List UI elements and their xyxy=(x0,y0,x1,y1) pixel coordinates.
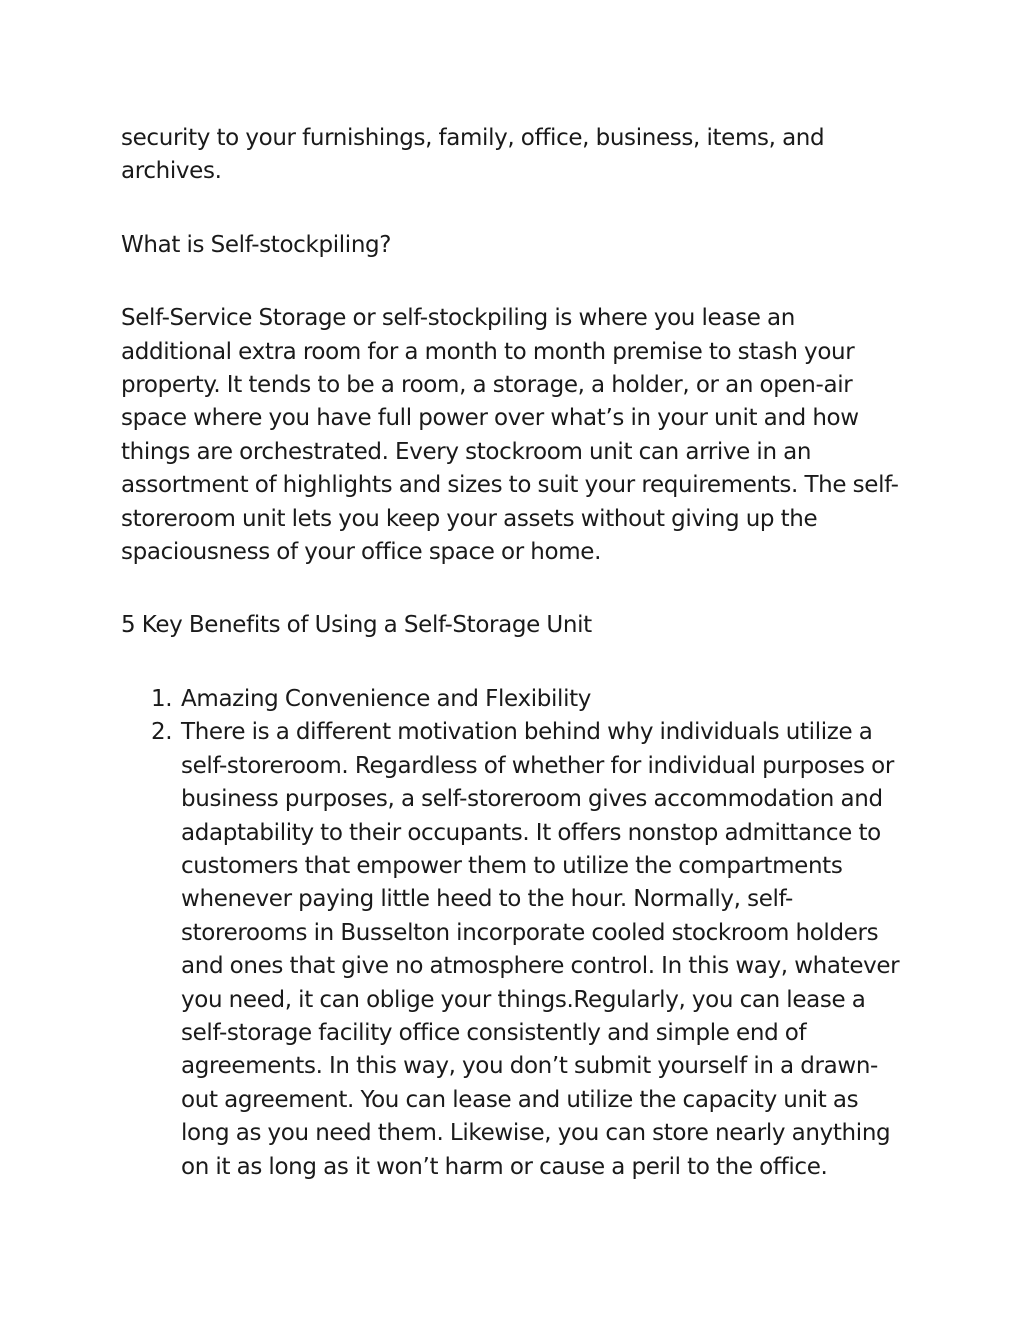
benefits-list xyxy=(121,683,911,1184)
heading-benefits: 5 Key Benefits of Using a Self-Storage Unit xyxy=(121,612,592,639)
list-item xyxy=(121,716,911,1184)
list-item-text: Amazing Convenience and Flexibility xyxy=(181,685,592,712)
document-page xyxy=(121,122,911,1184)
heading-what-is: What is Self-stockpiling? xyxy=(121,231,392,258)
list-item-number: 2. xyxy=(151,719,173,746)
list-item-number: 1. xyxy=(151,685,173,712)
list-item xyxy=(121,683,911,716)
list-item-text: There is a different motivation behind why individuals utilize a self-storeroom. Regardless of whether for individual purposes or business purposes, a self-storeroom gives accommodation and adaptability to their occupants. It offers nonstop admittance to customers that empower them to utilize the compartments whenever paying little heed to the hour. Normally, self-storerooms in Busselton incorporate cooled stockroom holders and ones that give no atmosphere control. In this way, whatever you need, it can oblige your things.Regularly, you can lease a self-storage facility office consistently and simple end of agreements. In this way, you don’t submit yourself in a drawn-out agreement. You can lease and utilize the capacity unit as long as you need them. Likewise, you can store nearly anything on it as long as it won’t harm or cause a peril to the office. xyxy=(181,719,900,1180)
definition-paragraph: Self-Service Storage or self-stockpiling is where you lease an additional extra room for a month to month premise to stash your property. It tends to be a room, a storage, a holder, or an open-air space where you have full power over what’s in your unit and how things are orchestrated. Every stockroom unit can arrive in an assortment of highlights and sizes to suit your requirements. The self-storeroom unit lets you keep your assets without giving up the spaciousness of your office space or home. xyxy=(121,305,899,566)
intro-paragraph: security to your furnishings, family, office, business, items, and archives. xyxy=(121,125,825,185)
